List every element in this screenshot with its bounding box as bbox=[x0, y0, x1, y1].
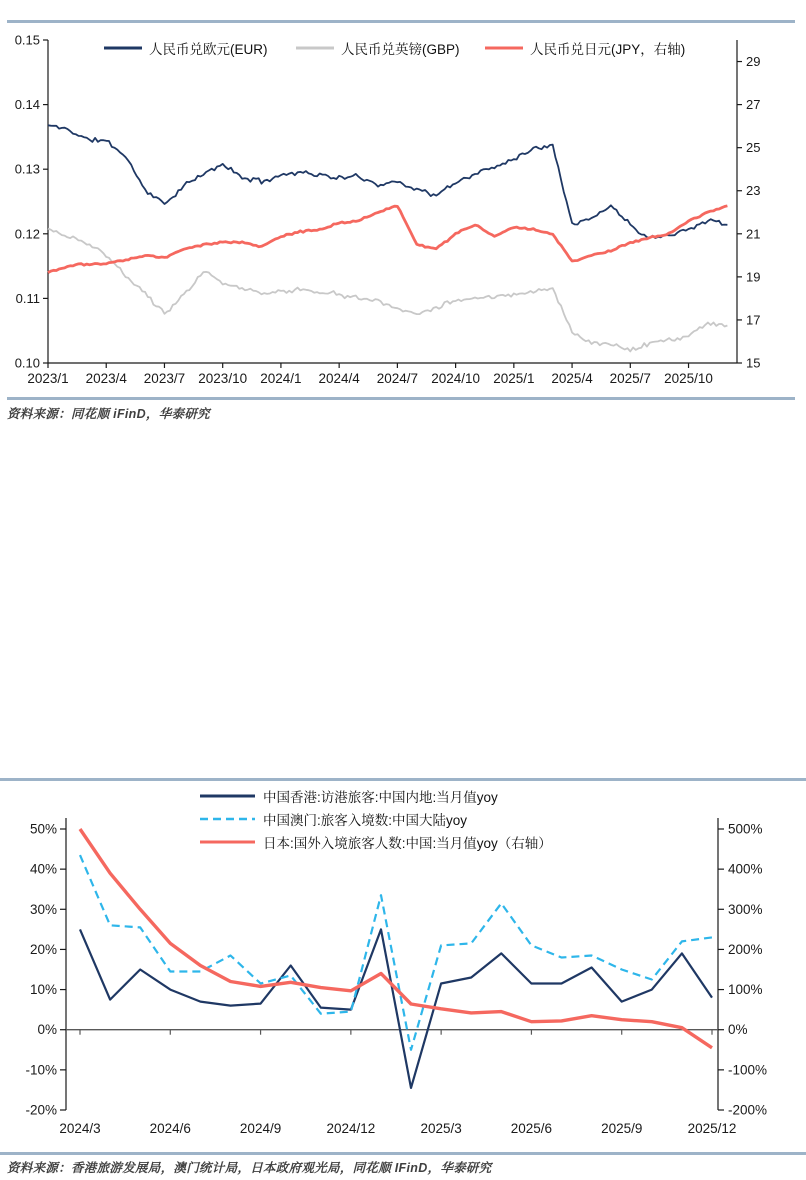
y-axis-tick-label: 0.10 bbox=[14, 355, 40, 371]
legend-item bbox=[296, 40, 460, 56]
y-axis-tick-label: 0% bbox=[37, 1022, 57, 1038]
eur-series-line bbox=[48, 125, 727, 238]
line-swatch-icon bbox=[485, 44, 523, 52]
y-axis-tick-label: 20% bbox=[29, 941, 57, 957]
legend-item bbox=[200, 834, 552, 850]
legend-label: 中国澳门:旅客入境数:中国大陆yoy bbox=[263, 813, 468, 828]
y-axis-tick-label: 0.13 bbox=[14, 161, 40, 177]
x-axis-tick-label: 2023/10 bbox=[198, 371, 248, 386]
legend-label: 人民币兑英镑(GBP) bbox=[341, 42, 460, 57]
y-axis-tick-label: 40% bbox=[29, 861, 57, 877]
figure2-chart bbox=[25, 818, 767, 1136]
x-axis-tick-label: 2024/12 bbox=[326, 1121, 376, 1136]
x-axis-tick-label: 2025/12 bbox=[687, 1121, 737, 1136]
line-swatch-icon bbox=[104, 44, 142, 52]
x-axis-tick-label: 2025/6 bbox=[510, 1121, 553, 1136]
x-axis-tick-label: 2024/10 bbox=[431, 371, 481, 386]
legend-label: 中国香港:访港旅客:中国内地:当月值yoy bbox=[263, 790, 498, 805]
y2-axis-tick-label: 100% bbox=[728, 982, 763, 998]
y-axis-tick-label: 0.11 bbox=[15, 290, 40, 306]
y2-axis-tick-label: 15 bbox=[746, 355, 761, 371]
y2-axis-tick-label: 0% bbox=[728, 1022, 748, 1038]
y2-axis-tick-label: 17 bbox=[746, 312, 761, 328]
y2-axis-tick-label: 25 bbox=[746, 140, 761, 156]
legend-item bbox=[104, 40, 268, 56]
x-axis-tick-label: 2025/7 bbox=[609, 371, 651, 386]
y2-axis-tick-label: 27 bbox=[746, 97, 761, 113]
y2-axis-tick-label: 500% bbox=[728, 821, 763, 837]
x-axis-tick-label: 2024/9 bbox=[239, 1121, 282, 1136]
line-swatch-icon bbox=[200, 838, 255, 846]
figure1-source-note: 资料来源：同花顺 iFinD，华泰研究 bbox=[7, 407, 210, 421]
figure2-source-note: 资料来源：香港旅游发展局，澳门统计局，日本政府观光局，同花顺 IFinD，华泰研究 bbox=[7, 1161, 492, 1175]
jpy-series-line bbox=[48, 206, 727, 273]
japan-series-line bbox=[80, 829, 712, 1048]
line-swatch-icon bbox=[296, 44, 334, 52]
y-axis-tick-label: 0.14 bbox=[14, 97, 40, 113]
x-axis-tick-label: 2024/6 bbox=[149, 1121, 191, 1136]
y-axis-tick-label: 10% bbox=[29, 982, 57, 998]
y-axis-tick-label: 30% bbox=[29, 901, 57, 917]
x-axis-tick-label: 2024/7 bbox=[376, 371, 419, 386]
legend-label: 日本:国外入境旅客人数:中国:当月值yoy（右轴） bbox=[263, 836, 552, 851]
dashed-line-swatch-icon bbox=[200, 815, 255, 823]
y2-axis-tick-label: 19 bbox=[746, 269, 761, 285]
gbp-series-line bbox=[48, 229, 727, 352]
x-axis-tick-label: 2025/4 bbox=[551, 371, 593, 386]
x-axis-tick-label: 2024/4 bbox=[318, 371, 360, 386]
y2-axis-tick-label: -200% bbox=[728, 1102, 768, 1118]
y-axis-tick-label: 0.15 bbox=[14, 32, 40, 48]
y2-axis-tick-label: 23 bbox=[746, 183, 761, 199]
figure2-legend bbox=[200, 788, 552, 850]
x-axis-tick-label: 2025/9 bbox=[601, 1121, 643, 1136]
y2-axis-tick-label: 21 bbox=[746, 226, 761, 242]
y2-axis-tick-label: 29 bbox=[746, 54, 761, 70]
legend-item bbox=[200, 811, 552, 827]
x-axis-tick-label: 2025/10 bbox=[664, 371, 713, 386]
legend-label: 人民币兑欧元(EUR) bbox=[149, 42, 268, 57]
y-axis-tick-label: -20% bbox=[25, 1102, 57, 1118]
x-axis-tick-label: 2023/4 bbox=[85, 371, 127, 386]
y-axis-tick-label: 0.12 bbox=[14, 226, 40, 242]
line-swatch-icon bbox=[200, 792, 255, 800]
figure1-chart bbox=[15, 33, 761, 387]
legend-label: 人民币兑日元(JPY，右轴) bbox=[530, 42, 686, 57]
legend-item bbox=[200, 788, 552, 804]
x-axis-tick-label: 2023/7 bbox=[143, 371, 186, 386]
y2-axis-tick-label: 400% bbox=[728, 861, 763, 877]
x-axis-tick-label: 2025/1 bbox=[493, 371, 535, 386]
x-axis-tick-label: 2024/3 bbox=[59, 1121, 101, 1136]
x-axis-tick-label: 2025/3 bbox=[420, 1121, 462, 1136]
y-axis-tick-label: -10% bbox=[25, 1062, 57, 1078]
x-axis-tick-label: 2024/1 bbox=[260, 371, 302, 386]
x-axis-tick-label: 2023/1 bbox=[27, 371, 69, 386]
legend-item bbox=[485, 40, 685, 56]
y2-axis-tick-label: -100% bbox=[728, 1062, 768, 1078]
y2-axis-tick-label: 300% bbox=[728, 901, 763, 917]
y2-axis-tick-label: 200% bbox=[728, 941, 763, 957]
hk-series-line bbox=[80, 929, 712, 1088]
y-axis-tick-label: 50% bbox=[29, 821, 57, 837]
